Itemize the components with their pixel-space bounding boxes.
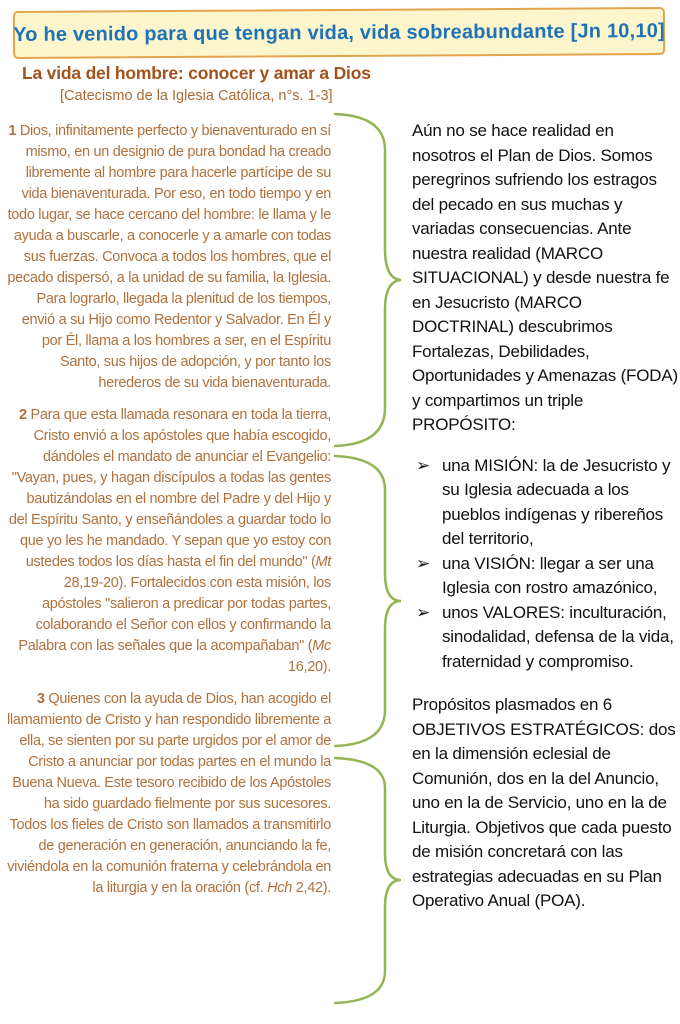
list-item-text: unos VALORES: inculturación, sinodalidad, defensa de la vida, fraternidad y compromiso. — [442, 602, 674, 671]
curly-brace-icon — [333, 754, 405, 1007]
arrowhead-bullet-icon: ➢ — [416, 455, 431, 475]
curly-brace-path — [335, 758, 401, 1003]
arrowhead-bullet-icon: ➢ — [416, 602, 431, 622]
commentary-outro: Propósitos plasmados en 6 OBJETIVOS ESTRATÉGICOS: dos en la dimensión eclesial de Comunión, dos en la del Anuncio, uno en la de Servicio, uno en la de Liturgia. Objetivos que cada puesto de misión concretará con las estrategias adecuadas en su Plan Operativo Anual (POA). — [412, 695, 676, 910]
catechism-paragraph-3: 3 Quienes con la ayuda de Dios, han acogido el llamamiento de Cristo y han respondido libremente a ella, se sienten por su parte urgidos por el amor de Cristo a anunciar por todas partes en el mundo la Buena Nueva. Este tesoro recibido de los Apóstoles ha sido guardado fielmente por sus sucesores. Todos los fieles de Cristo son llamados a transmitirlo de generación en generación, anunciando la fe, viviéndola en la comunión fraterna y celebrándola en la liturgia y en la oración (cf. Hch 2,42). — [6, 691, 331, 896]
list-item — [412, 552, 678, 601]
arrowhead-bullet-icon: ➢ — [416, 553, 431, 573]
curly-brace-icon — [333, 110, 405, 450]
list-item — [412, 454, 678, 552]
list-item-text: una VISIÓN: llegar a ser una Iglesia con rostro amazónico, — [442, 553, 658, 597]
scripture-banner-text: Yo he venido para que tengan vida, vida sobreabundante [Jn 10,10] — [13, 19, 665, 46]
list-item-text: una MISIÓN: la de Jesucristo y su Iglesia adecuada a los pueblos indígenas y ribereños del territorio, — [442, 455, 671, 548]
commentary-intro: Aún no se hace realidad en nosotros el Plan de Dios. Somos peregrinos sufriendo los estragos del pecado en sus muchas y variadas consecuencias. Ante nuestra realidad (MARCO SITUACIONAL) y desde nuestra fe en Jesucristo (MARCO DOCTRINAL) descubrimos Fortalezas, Debilidades, Oportunidades y Amenazas (FODA) y compartimos un triple PROPÓSITO: — [412, 121, 678, 434]
catechism-paragraph-2: 2 Para que esta llamada resonara en toda la tierra, Cristo envió a los apóstoles que había escogido, dándoles el mandato de anunciar el Evangelio: "Vayan, pues, y hagan discípulos a todas las gentes bautizándolas en el nombre del Padre y del Hijo y del Espíritu Santo, y enseñándoles a guardar todo lo que yo les he mandado. Y sepan que yo estoy con ustedes todos los días hasta el fin del mundo" (Mt 28,19-20). Fortalecidos con esta misión, los apóstoles "salieron a predicar por todas partes, colaborando el Señor con ellos y confirmando la Palabra con las señales que la acompañaban" (Mc 16,20). — [8, 407, 331, 675]
scripture-banner — [13, 7, 665, 59]
proposito-list — [412, 454, 678, 675]
page-subtitle: [Catecismo de la Iglesia Católica, n°s. 1-3] — [60, 88, 333, 104]
curly-brace-icon — [333, 452, 405, 750]
list-item — [412, 601, 678, 675]
catechism-paragraph-1: 1 Dios, infinitamente perfecto y bienaventurado en sí mismo, en un designio de pura bondad ha creado libremente al hombre para hacerle partícipe de su vida bienaventurada. Por eso, en todo tiempo y en todo lugar, se hace cercano del hombre: le llama y le ayuda a buscarle, a conocerle y a amarle con todas sus fuerzas. Convoca a todos los hombres, que el pecado dispersó, a la unidad de su familia, la Iglesia. Para lograrlo, llegada la plenitud de los tiempos, envió a su Hijo como Redentor y Salvador. En Él y por Él, llama a los hombres a ser, en el Espíritu Santo, sus hijos de adopción, y por tanto los herederos de su vida bienaventurada. — [7, 123, 331, 391]
catechism-text-column — [6, 121, 331, 910]
page-title: La vida del hombre: conocer y amar a Dios — [22, 63, 371, 83]
curly-brace-path — [335, 456, 401, 746]
commentary-column — [412, 119, 678, 914]
curly-brace-path — [335, 114, 401, 446]
